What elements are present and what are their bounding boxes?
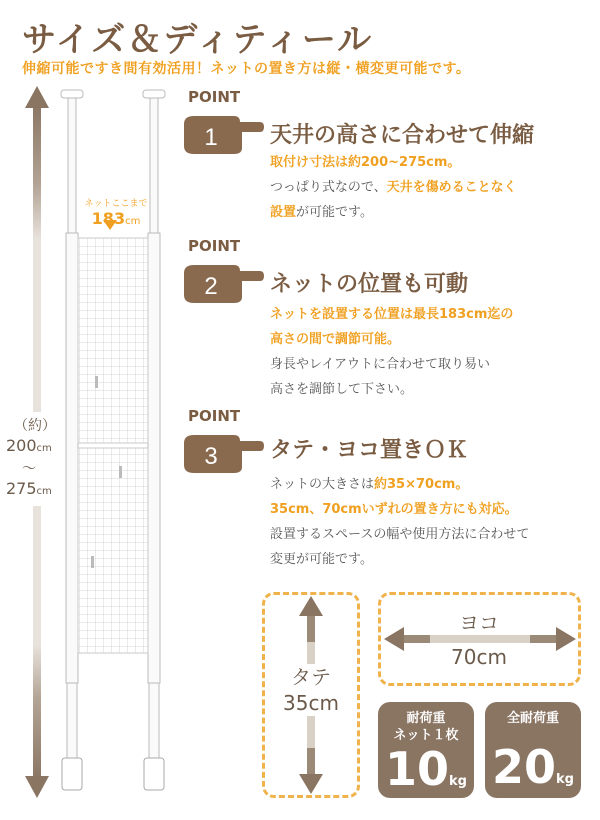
desc-line: 35cm、70cmいずれの置き方にも対応。 (270, 502, 518, 517)
desc-line: 設置するスペースの幅や使用方法に合わせて (270, 527, 530, 542)
point-heading: 天井の高さに合わせて伸縮 (270, 123, 535, 148)
net-height-label: ネットここまで (84, 199, 148, 209)
pole-net-illustration (55, 86, 170, 801)
pointing-hand-icon (180, 429, 265, 475)
yoko-text: ヨコ (453, 611, 505, 635)
pointing-hand-icon (180, 110, 265, 156)
load-title: 耐荷重 ネット１枚 (393, 711, 459, 743)
pointing-hand-icon (180, 259, 265, 305)
range-min-unit: cm (36, 443, 52, 454)
desc-line: 変更が可能です。 (270, 552, 373, 567)
point-3 (180, 407, 590, 577)
page-subtitle: 伸縮可能ですき間有効活用！ネットの置き方は縦・横変更可能です。 (22, 61, 471, 77)
load-capacity-total-box (485, 702, 581, 798)
point-tag: POINT (188, 88, 241, 106)
point-description (270, 302, 590, 402)
tate-value: 35cm (283, 691, 339, 715)
point-description (270, 472, 590, 572)
load-value: 20kg (492, 740, 574, 794)
point-number: 2 (204, 273, 218, 300)
range-max-unit: cm (36, 486, 52, 497)
point-2 (180, 237, 590, 407)
point-heading: ネットの位置も可動 (270, 272, 469, 297)
desc-line: ネットの大きさは約35×70cm。 (270, 477, 469, 492)
point-heading: タテ・ヨコ置きＯＫ (270, 438, 469, 463)
point-description (270, 150, 590, 225)
desc-line: ネットを設置する位置は最長183cm迄の (270, 307, 514, 322)
range-tilde: ～ (22, 461, 36, 477)
net-height-unit: cm (125, 216, 141, 227)
yoko-label (424, 610, 534, 670)
range-min-value: 200 (6, 436, 37, 455)
load-capacity-net-box (378, 702, 474, 798)
point-number: 1 (204, 124, 218, 151)
desc-line: 設置が可能です。 (270, 205, 373, 220)
page-title: サイズ＆ディティール (22, 20, 374, 60)
desc-line: 高さの間で調節可能。 (270, 332, 401, 347)
load-title: 全耐荷重 (506, 711, 559, 726)
yoko-value: 70cm (451, 645, 507, 669)
desc-line: つっぱり式なので、天井を傷めることなく (270, 180, 517, 195)
net-height-note (70, 196, 162, 228)
tate-label (265, 664, 357, 716)
point-tag: POINT (188, 237, 241, 255)
approx-label: （約） (14, 418, 56, 434)
desc-line: 取付け寸法は約200~275cm。 (270, 155, 461, 170)
desc-line: 高さを調節して下さい。 (270, 382, 414, 397)
desc-line: 身長やレイアウトに合わせて取り易い (270, 357, 490, 372)
point-1 (180, 88, 590, 238)
range-max-value: 275 (6, 479, 37, 498)
load-value: 10kg (385, 742, 467, 796)
point-tag: POINT (188, 407, 241, 425)
tate-text: タテ (291, 665, 331, 689)
point-number: 3 (204, 443, 218, 470)
net-height-value: 183 (91, 209, 126, 228)
